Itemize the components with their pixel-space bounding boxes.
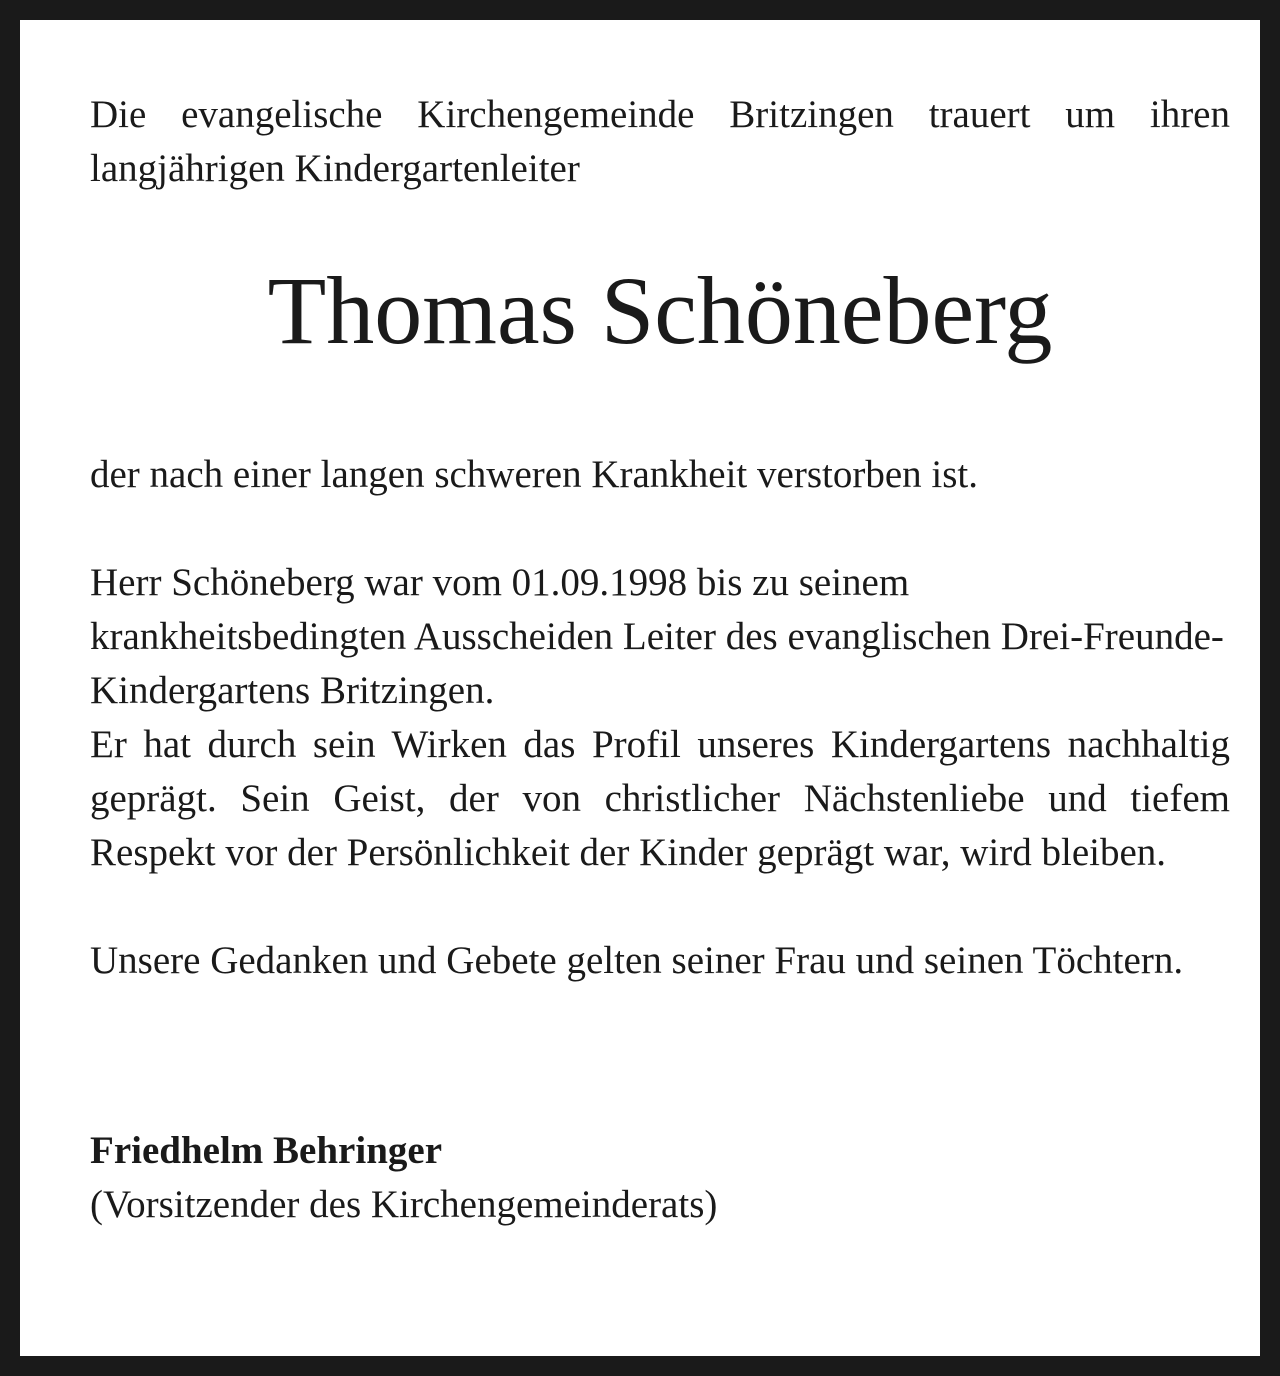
intro-text: Die evangelische Kirchengemeinde Britzingen trauert um ihren langjährigen Kindergartenleiter [90,93,1230,190]
notice-content [90,88,1230,1232]
signature-name: Friedhelm Behringer [90,1129,443,1172]
legacy-text: Er hat durch sein Wirken das Profil unseres Kindergartens nachhaltig geprägt. Sein Geist, der von christlicher Nächstenliebe und tiefem Respekt vor der Persönlichkeit der Kinder geprägt war, wird bleiben. [90,723,1230,874]
signature-title: (Vorsitzender des Kirchengemeinderats) [90,1183,718,1226]
career-text: Herr Schöneberg war vom 01.09.1998 bis zu seinem krankheitsbedingten Ausscheiden Leiter des evanglischen Drei-Freunde-Kindergartens Britzingen. [90,561,1224,712]
death-statement: der nach einer langen schweren Krankheit verstorben ist. [90,453,978,496]
thoughts-text: Unsere Gedanken und Gebete gelten seiner Frau und seinen Töchtern. [90,939,1184,982]
deceased-name: Thomas Schöneberg [267,257,1053,364]
